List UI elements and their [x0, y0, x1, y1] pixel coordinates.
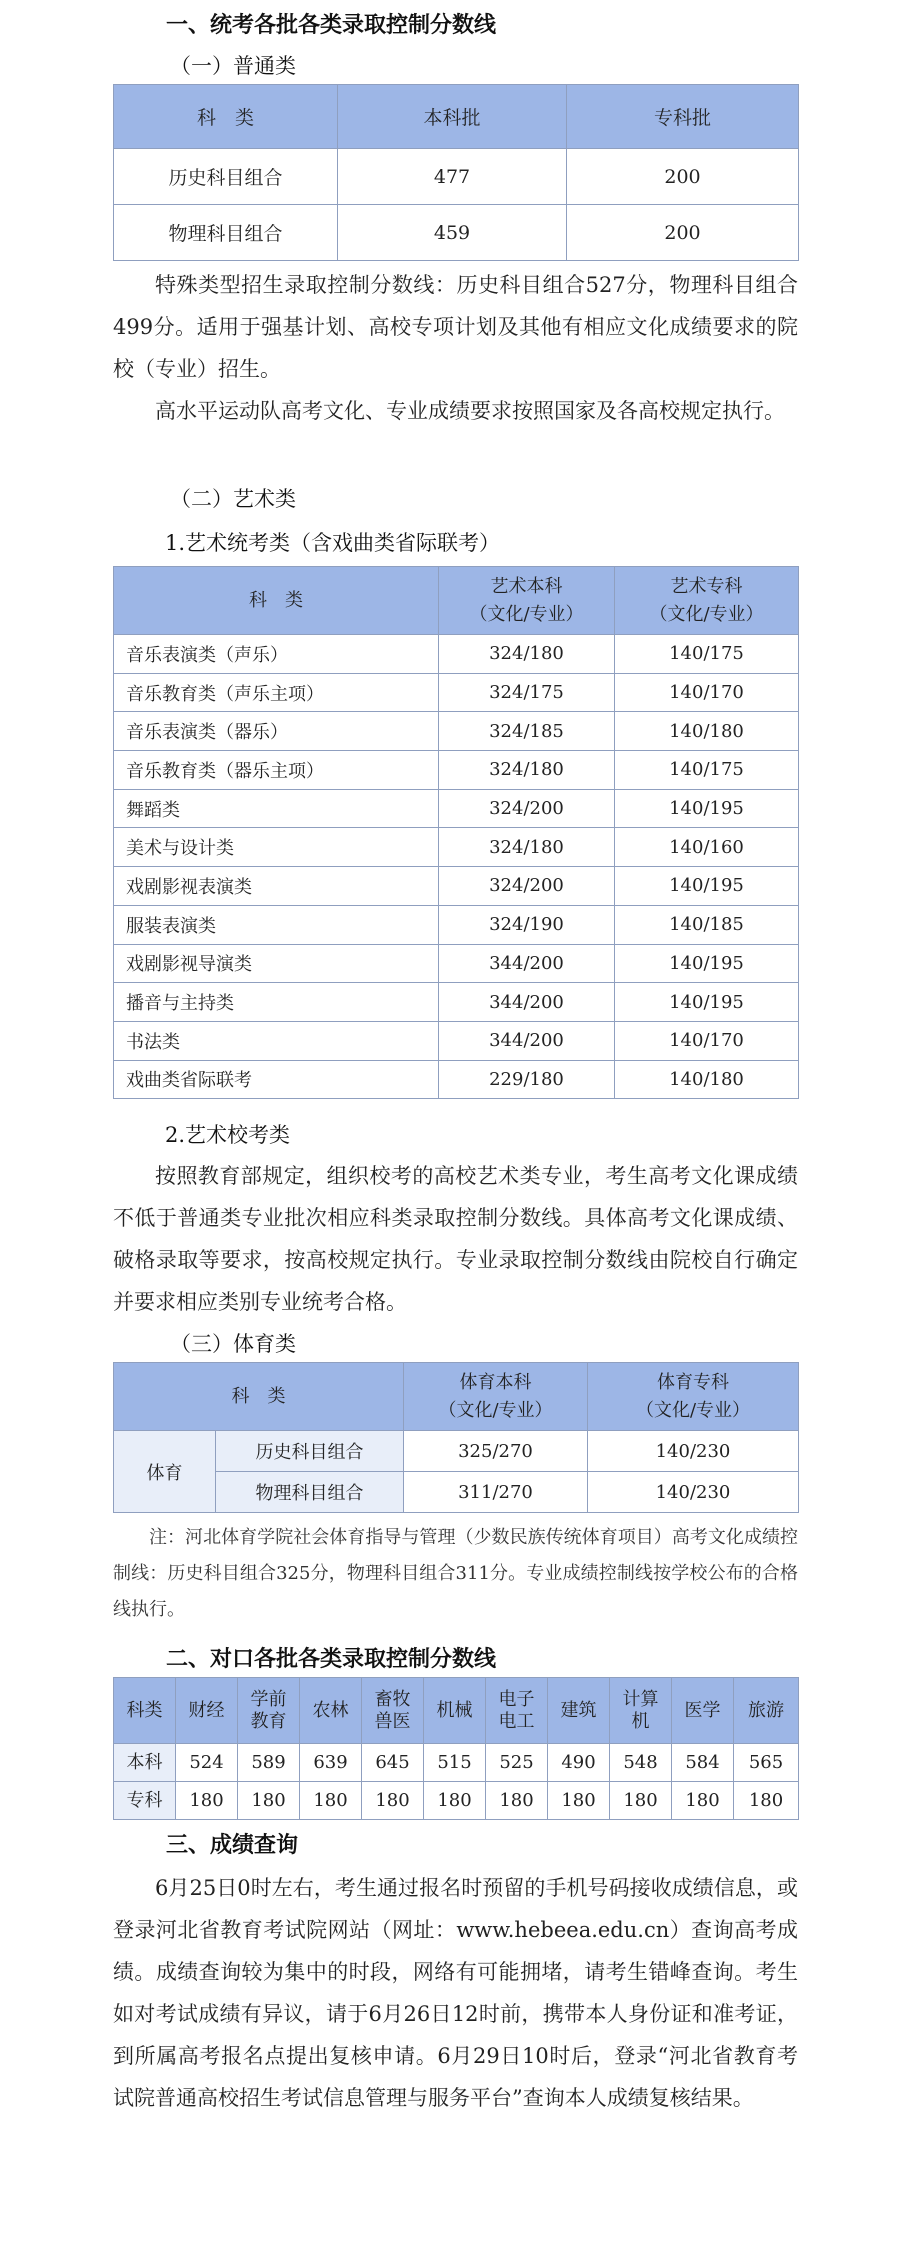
table-cell: 音乐教育类（声乐主项） — [114, 673, 439, 712]
table-row — [114, 905, 799, 944]
table-cell: 324/180 — [439, 828, 615, 867]
table-cell: 324/185 — [439, 712, 615, 751]
table-cell: 200 — [567, 205, 799, 261]
score-query-paragraph: 6月25日0时左右，考生通过报名时预留的手机号码接收成绩信息，或登录河北省教育考试院网站（网址：www.hebeea.edu.cn）查询高考成绩。成绩查询较为集中的时段，网络有可能拥堵，请考生错峰查询。考生如对考试成绩有异议，请于6月26日12时前，携带本人身份证和准考证，到所属高考报名点提出复核申请。6月29日10时后，登录“河北省教育考试院普通高校招生考试信息管理与服务平台”查询本人成绩复核结果。 — [113, 1876, 798, 2110]
table-cell: 477 — [338, 149, 567, 205]
table-cell: 140/170 — [615, 673, 799, 712]
table-cell: 344/200 — [439, 1021, 615, 1060]
art-item2-body — [113, 1155, 798, 1323]
pe-group-cell: 体育 — [114, 1431, 216, 1513]
table-header-cell: 农林 — [300, 1678, 362, 1744]
table-cell: 515 — [424, 1744, 486, 1782]
table-cell: 本科 — [114, 1744, 176, 1782]
header-undergrad: 本科批 — [338, 85, 567, 149]
table-cell: 戏曲类省际联考 — [114, 1060, 439, 1099]
pe-note-text: 注：河北体育学院社会体育指导与管理（少数民族传统体育项目）高考文化成绩控制线：历史科目组合325分，物理科目组合311分。专业成绩控制线按学校公布的合格线执行。 — [113, 1527, 798, 1620]
table-cell: 180 — [362, 1782, 424, 1820]
table-header-cell: 机械 — [424, 1678, 486, 1744]
table-row — [114, 789, 799, 828]
table-cell: 645 — [362, 1744, 424, 1782]
table-header-cell: 科类 — [114, 1678, 176, 1744]
table-row — [114, 1782, 799, 1820]
art-table — [113, 566, 799, 1099]
header-pe-college — [588, 1363, 799, 1431]
table-cell: 服装表演类 — [114, 905, 439, 944]
table-cell: 140/230 — [588, 1431, 799, 1472]
art-item1-title: 1.艺术统考类（含戏曲类省际联考） — [165, 531, 501, 555]
section3-body — [113, 1867, 798, 2119]
header-college: 专科批 — [567, 85, 799, 149]
header-line: 体育本科 — [459, 1371, 532, 1393]
table-cell: 490 — [548, 1744, 610, 1782]
table-row — [114, 1021, 799, 1060]
table-cell: 音乐教育类（器乐主项） — [114, 751, 439, 790]
art-item2-title: 2.艺术校考类 — [165, 1123, 291, 1147]
table-cell: 书法类 — [114, 1021, 439, 1060]
table-cell: 音乐表演类（器乐） — [114, 712, 439, 751]
sub1-paragraphs — [113, 264, 798, 432]
table-cell: 344/200 — [439, 983, 615, 1022]
table-cell: 140/180 — [615, 1060, 799, 1099]
section1-title: 一、统考各批各类录取控制分数线 — [166, 13, 497, 38]
table-cell: 324/175 — [439, 673, 615, 712]
table-cell: 324/200 — [439, 789, 615, 828]
table-row — [114, 149, 799, 205]
table-cell: 584 — [672, 1744, 734, 1782]
table-cell: 200 — [567, 149, 799, 205]
general-table — [113, 84, 799, 261]
header-line: 艺术本科 — [490, 575, 563, 597]
table-cell: 140/170 — [615, 1021, 799, 1060]
table-cell: 140/185 — [615, 905, 799, 944]
header-line: （文化/专业） — [649, 603, 764, 625]
table-row — [114, 751, 799, 790]
section3-title: 三、成绩查询 — [166, 1833, 299, 1858]
table-cell: 325/270 — [404, 1431, 588, 1472]
table-cell: 344/200 — [439, 944, 615, 983]
table-cell: 戏剧影视导演类 — [114, 944, 439, 983]
table-row — [114, 1060, 799, 1099]
table-cell: 戏剧影视表演类 — [114, 867, 439, 906]
table-row — [114, 944, 799, 983]
table-cell: 140/195 — [615, 867, 799, 906]
table-cell: 140/175 — [615, 635, 799, 674]
table-cell: 565 — [734, 1744, 799, 1782]
table-row — [114, 1472, 799, 1513]
table-cell: 140/180 — [615, 712, 799, 751]
table-cell: 140/175 — [615, 751, 799, 790]
athletic-paragraph: 高水平运动队高考文化、专业成绩要求按照国家及各高校规定执行。 — [155, 399, 785, 423]
table-cell: 音乐表演类（声乐） — [114, 635, 439, 674]
table-cell: 140/230 — [588, 1472, 799, 1513]
table-cell: 历史科目组合 — [114, 149, 338, 205]
table-cell: 525 — [486, 1744, 548, 1782]
table-cell: 180 — [424, 1782, 486, 1820]
header-art-undergrad — [439, 567, 615, 635]
table-row — [114, 635, 799, 674]
table-cell: 180 — [610, 1782, 672, 1820]
table-cell: 639 — [300, 1744, 362, 1782]
table-cell: 324/180 — [439, 751, 615, 790]
table-header-cell: 医学 — [672, 1678, 734, 1744]
header-pe-undergrad — [404, 1363, 588, 1431]
table-cell: 589 — [238, 1744, 300, 1782]
header-line: （文化/专业） — [635, 1399, 751, 1421]
table-row — [114, 673, 799, 712]
vocational-table — [113, 1677, 799, 1820]
table-cell: 180 — [672, 1782, 734, 1820]
table-cell: 180 — [734, 1782, 799, 1820]
table-cell: 物理科目组合 — [114, 205, 338, 261]
section2-title: 二、对口各批各类录取控制分数线 — [166, 1647, 497, 1672]
table-row — [114, 1431, 799, 1472]
table-cell: 180 — [238, 1782, 300, 1820]
pe-table — [113, 1362, 799, 1513]
table-cell: 播音与主持类 — [114, 983, 439, 1022]
table-row — [114, 867, 799, 906]
table-header-cell: 旅游 — [734, 1678, 799, 1744]
header-category: 科 类 — [114, 1363, 404, 1431]
special-line-paragraph: 特殊类型招生录取控制分数线：历史科目组合527分，物理科目组合499分。适用于强基计划、高校专项计划及其他有相应文化成绩要求的院校（专业）招生。 — [113, 273, 798, 381]
table-cell: 140/160 — [615, 828, 799, 867]
table-cell: 311/270 — [404, 1472, 588, 1513]
art-school-paragraph: 按照教育部规定，组织校考的高校艺术类专业，考生高考文化课成绩不低于普通类专业批次相应科类录取控制分数线。具体高考文化课成绩、破格录取等要求，按高校规定执行。专业录取控制分数线由院校自行确定并要求相应类别专业统考合格。 — [113, 1164, 798, 1314]
table-row — [114, 1744, 799, 1782]
table-cell: 专科 — [114, 1782, 176, 1820]
table-header-cell: 财经 — [176, 1678, 238, 1744]
table-cell: 140/195 — [615, 944, 799, 983]
header-category: 科 类 — [114, 85, 338, 149]
header-line: 艺术专科 — [670, 575, 743, 597]
table-cell: 548 — [610, 1744, 672, 1782]
table-header-cell: 学前 教育 — [238, 1678, 300, 1744]
sub1-title: （一）普通类 — [170, 54, 296, 78]
table-row — [114, 828, 799, 867]
table-cell: 324/200 — [439, 867, 615, 906]
header-art-college — [615, 567, 799, 635]
table-cell: 324/190 — [439, 905, 615, 944]
table-cell: 美术与设计类 — [114, 828, 439, 867]
table-cell: 524 — [176, 1744, 238, 1782]
table-header-cell: 畜牧 兽医 — [362, 1678, 424, 1744]
table-cell: 180 — [300, 1782, 362, 1820]
table-cell: 180 — [176, 1782, 238, 1820]
table-cell: 459 — [338, 205, 567, 261]
table-header-cell: 电子 电工 — [486, 1678, 548, 1744]
table-row — [114, 205, 799, 261]
sub3-title: （三）体育类 — [170, 1332, 296, 1356]
table-cell: 舞蹈类 — [114, 789, 439, 828]
table-cell: 140/195 — [615, 983, 799, 1022]
table-row — [114, 983, 799, 1022]
table-row — [114, 712, 799, 751]
table-cell: 180 — [486, 1782, 548, 1820]
header-line: 体育专科 — [657, 1371, 729, 1393]
header-category: 科 类 — [114, 567, 439, 635]
table-cell: 历史科目组合 — [216, 1431, 404, 1472]
table-cell: 324/180 — [439, 635, 615, 674]
sub2-title: （二）艺术类 — [170, 487, 296, 511]
table-cell: 物理科目组合 — [216, 1472, 404, 1513]
table-cell: 229/180 — [439, 1060, 615, 1099]
header-line: （文化/专业） — [469, 603, 584, 625]
pe-note — [113, 1520, 798, 1628]
table-header-cell: 计算 机 — [610, 1678, 672, 1744]
table-cell: 140/195 — [615, 789, 799, 828]
header-line: （文化/专业） — [438, 1399, 553, 1421]
table-header-cell: 建筑 — [548, 1678, 610, 1744]
table-cell: 180 — [548, 1782, 610, 1820]
